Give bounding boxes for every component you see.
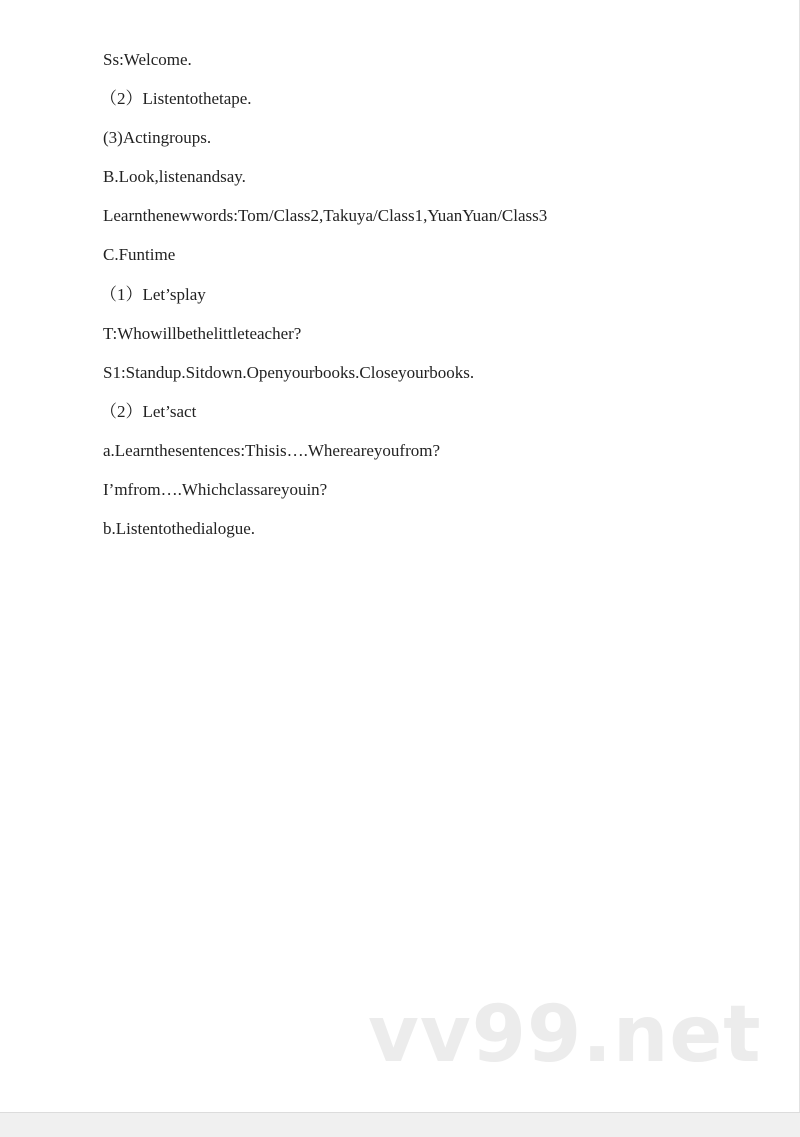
bottom-bar [0,1112,800,1137]
text-line: (3)Actingroups. [103,128,212,148]
text-line: b.Listentothedialogue. [103,519,256,539]
text-line: I’mfrom….Whichclassareyouin? [103,480,328,500]
text-line: T:Whowillbethelittleteacher? [103,323,302,343]
text-line: C.Funtime [103,245,176,265]
text-line: B.Look,listenandsay. [103,167,246,187]
text-line: Ss:Welcome. [103,50,192,69]
text-line: a.Learnthesentences:Thisis….Whereareyoufrom? [103,440,441,460]
document-body [100,49,548,557]
text-line: Learnthenewwords:Tom/Class2,Takuya/Class1,YuanYuan/Class3 [103,206,548,226]
text-line: （2）Let’sact [100,401,197,421]
text-line: S1:Standup.Sitdown.Openyourbooks.Closeyourbooks. [103,362,475,382]
text-line: （2）Listentothetape. [100,89,252,109]
text-line: （1）Let’splay [100,284,206,304]
watermark: vv99.net [368,990,762,1080]
